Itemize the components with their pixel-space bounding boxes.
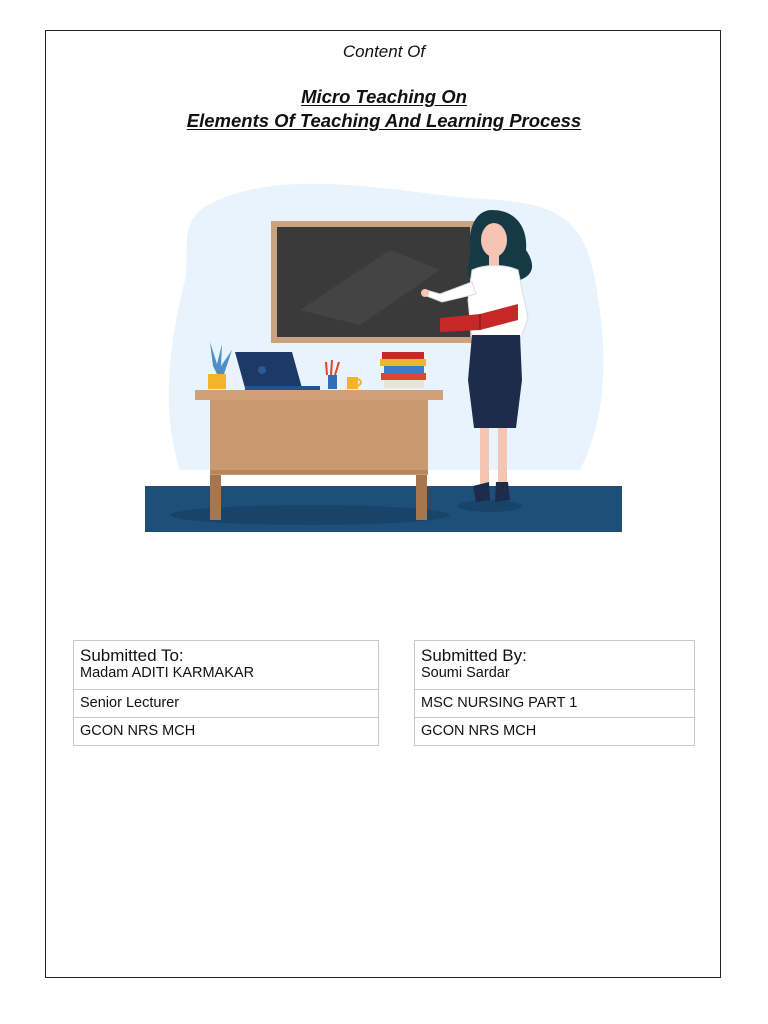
teacher-leg-right [498, 428, 507, 486]
teacher-classroom-illustration [140, 170, 630, 535]
title-line-2: Elements Of Teaching And Learning Process [186, 110, 582, 131]
submitted-by-table [414, 640, 695, 746]
teacher-shadow [458, 500, 522, 512]
submitted-by-label: Submitted By: [421, 646, 527, 665]
submitted-to-designation: Senior Lecturer [74, 690, 379, 718]
submitted-by-institution: GCON NRS MCH [415, 718, 695, 746]
content-of-label: Content Of [342, 42, 426, 61]
desk-body [210, 400, 428, 475]
title-line-1: Micro Teaching On [301, 86, 467, 107]
desk-top [195, 390, 443, 400]
desk-leg-left [210, 475, 221, 520]
desk-leg-right [416, 475, 427, 520]
pencil-cup [328, 375, 337, 389]
book-stack [382, 352, 424, 359]
plant-pot [208, 374, 226, 389]
submitted-by-head-cell [415, 641, 695, 690]
submitted-to-table [73, 640, 379, 746]
submitted-to-institution: GCON NRS MCH [74, 718, 379, 746]
submitted-to-head-cell [74, 641, 379, 690]
teacher-skirt [468, 335, 522, 428]
mug [347, 377, 358, 389]
teacher-leg-left [480, 428, 489, 486]
submitted-to-name: Madam ADITI KARMAKAR [80, 665, 255, 681]
submitted-by-name: Soumi Sardar [421, 665, 510, 681]
submitted-to-label: Submitted To: [80, 646, 184, 665]
laptop [235, 352, 302, 388]
teacher-face [481, 223, 507, 257]
submitted-by-course: MSC NURSING PART 1 [415, 690, 695, 718]
